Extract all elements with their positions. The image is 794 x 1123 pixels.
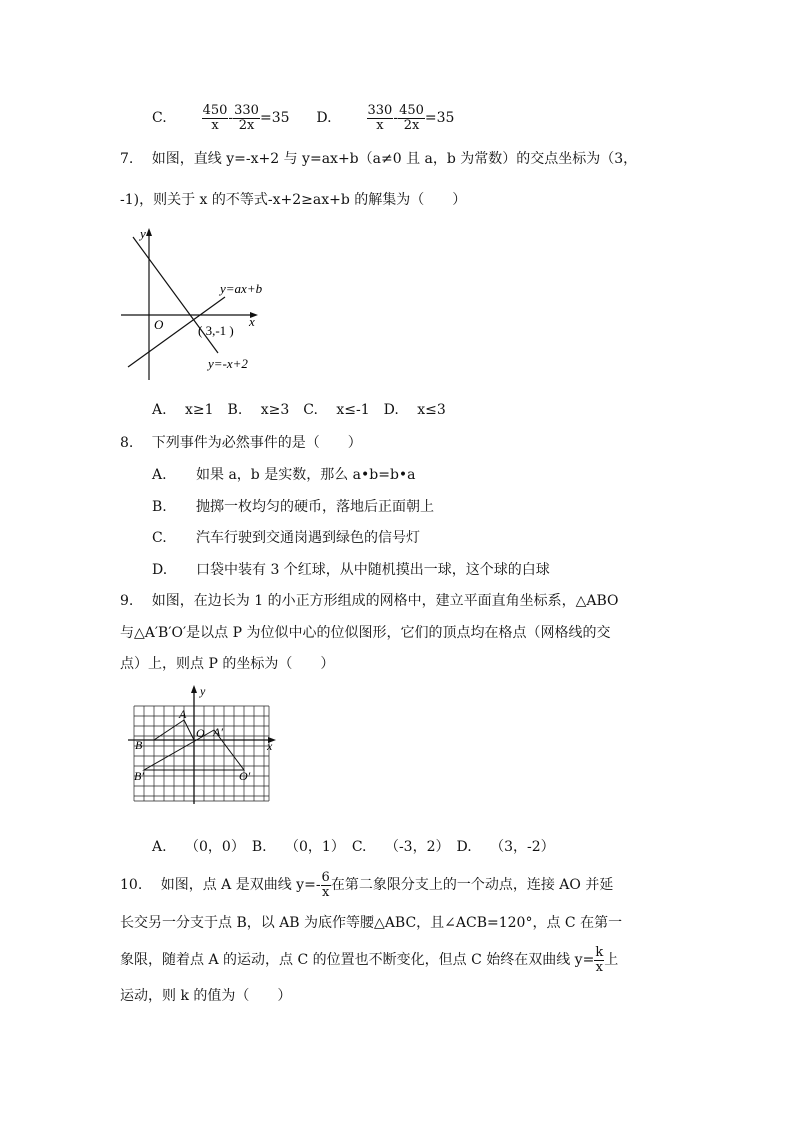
- q9-line-1: 9. 如图，在边长为 1 的小正方形组成的网格中，建立平面直角坐标系，△ABO: [120, 593, 619, 609]
- y-axis-arrow: [191, 685, 197, 693]
- y-axis-arrow: [146, 228, 152, 236]
- q9-line-3: 点）上，则点 P 的坐标为（ ）: [120, 656, 335, 672]
- denominator: x: [322, 884, 330, 900]
- q8-option-d: [152, 561, 550, 579]
- q6-d-fraction-1: [367, 104, 394, 133]
- q10-line-4: 运动，则 k 的值为（ ）: [120, 988, 292, 1004]
- option-label: B.: [152, 499, 167, 515]
- denominator: x: [595, 959, 603, 975]
- option-label: C.: [152, 530, 167, 546]
- q10-fraction-6-over-x: [321, 871, 331, 900]
- intersection-label: ( 3,-1 ): [198, 323, 234, 338]
- y-axis-label: y: [200, 684, 206, 698]
- q8-option-c: [152, 529, 420, 547]
- label-a: A: [179, 707, 187, 721]
- minus-sign: -: [393, 110, 399, 126]
- option-label: D.: [152, 562, 168, 578]
- q7-line-2: -1)，则关于 x 的不等式-x+2≥ax+b 的解集为（ ）: [120, 192, 467, 208]
- q10-fraction-k-over-x: [594, 946, 604, 975]
- origin-label: O: [154, 317, 164, 332]
- grid: [134, 706, 269, 801]
- q6-d-fraction-2: [398, 104, 425, 133]
- minus-sign: -: [228, 110, 234, 126]
- y-axis-label: y: [140, 226, 146, 241]
- label-o: O: [196, 726, 205, 740]
- numerator: 330: [367, 102, 393, 118]
- text: 在第二象限分支上的一个动点，连接 AO 并延: [330, 877, 614, 893]
- text: 上: [604, 952, 619, 968]
- numerator: 330: [234, 102, 259, 118]
- line-label-neg-x-2: y=-x+2: [208, 356, 248, 371]
- q6-option-d-label: D.: [316, 110, 332, 126]
- numerator: 6: [321, 869, 330, 885]
- label-b: B: [135, 738, 143, 752]
- label-a-prime: A′: [213, 725, 223, 739]
- numerator: 450: [399, 102, 424, 118]
- q8-option-a: [152, 466, 416, 484]
- q8-stem: 8. 下列事件为必然事件的是（ ）: [120, 435, 362, 451]
- label-o-prime: O′: [239, 769, 251, 783]
- q9-grid-figure: [128, 684, 288, 808]
- option-text: 口袋中装有 3 个红球，从中随机摸出一球，这个球的白球: [196, 562, 550, 578]
- denominator: 2x: [403, 117, 420, 133]
- x-axis-label: x: [249, 314, 255, 329]
- numerator: 450: [202, 102, 228, 118]
- option-text: 抛掷一枚均匀的硬币，落地后正面朝上: [196, 499, 434, 515]
- q10-line-3: [120, 943, 618, 977]
- q9-line-2: 与△A′B′O′是以点 P 为位似中心的位似图形，它们的顶点均在格点（网格线的交: [120, 625, 611, 641]
- q6-option-c-label: C.: [152, 110, 167, 126]
- option-text: 汽车行驶到交通岗遇到绿色的信号灯: [196, 530, 420, 546]
- q6-c-fraction-2: [233, 104, 260, 133]
- option-text: 如果 a，b 是实数，那么 a•b=b•a: [196, 467, 416, 483]
- q10-line-2: 长交另一分支于点 B，以 AB 为底作等腰△ABC，且∠ACB=120°，点 C 在第一: [120, 915, 623, 931]
- q6-options: [152, 101, 454, 135]
- x-axis-label: x: [267, 739, 273, 753]
- q6-c-fraction-1: [202, 104, 229, 133]
- q9-options: A. （0，0） B. （0，1） C. （-3，2） D. （3，-2）: [152, 839, 555, 855]
- option-label: A.: [152, 467, 167, 483]
- q10-line-1: [120, 868, 613, 902]
- text: 10. 如图，点 A 是双曲线 y=-: [120, 877, 321, 893]
- q7-figure: [115, 225, 285, 385]
- label-b-prime: B′: [134, 769, 144, 783]
- q8-option-b: [152, 498, 434, 516]
- denominator: x: [211, 117, 219, 133]
- text: 象限，随着点 A 的运动，点 C 的位置也不断变化，但点 C 始终在双曲线 y=: [120, 952, 595, 968]
- equation-tail: =35: [424, 110, 455, 126]
- q7-line-1: 7. 如图，直线 y=-x+2 与 y=ax+b（a≠0 且 a，b 为常数）的交点坐标为（3，: [120, 151, 638, 167]
- q7-options: A. x≥1 B. x≥3 C. x≤-1 D. x≤3: [152, 402, 446, 418]
- denominator: 2x: [238, 117, 255, 133]
- denominator: x: [376, 117, 384, 133]
- line-label-ax-b: y=ax+b: [220, 281, 263, 296]
- numerator: k: [595, 944, 604, 960]
- equation-tail: =35: [259, 110, 290, 126]
